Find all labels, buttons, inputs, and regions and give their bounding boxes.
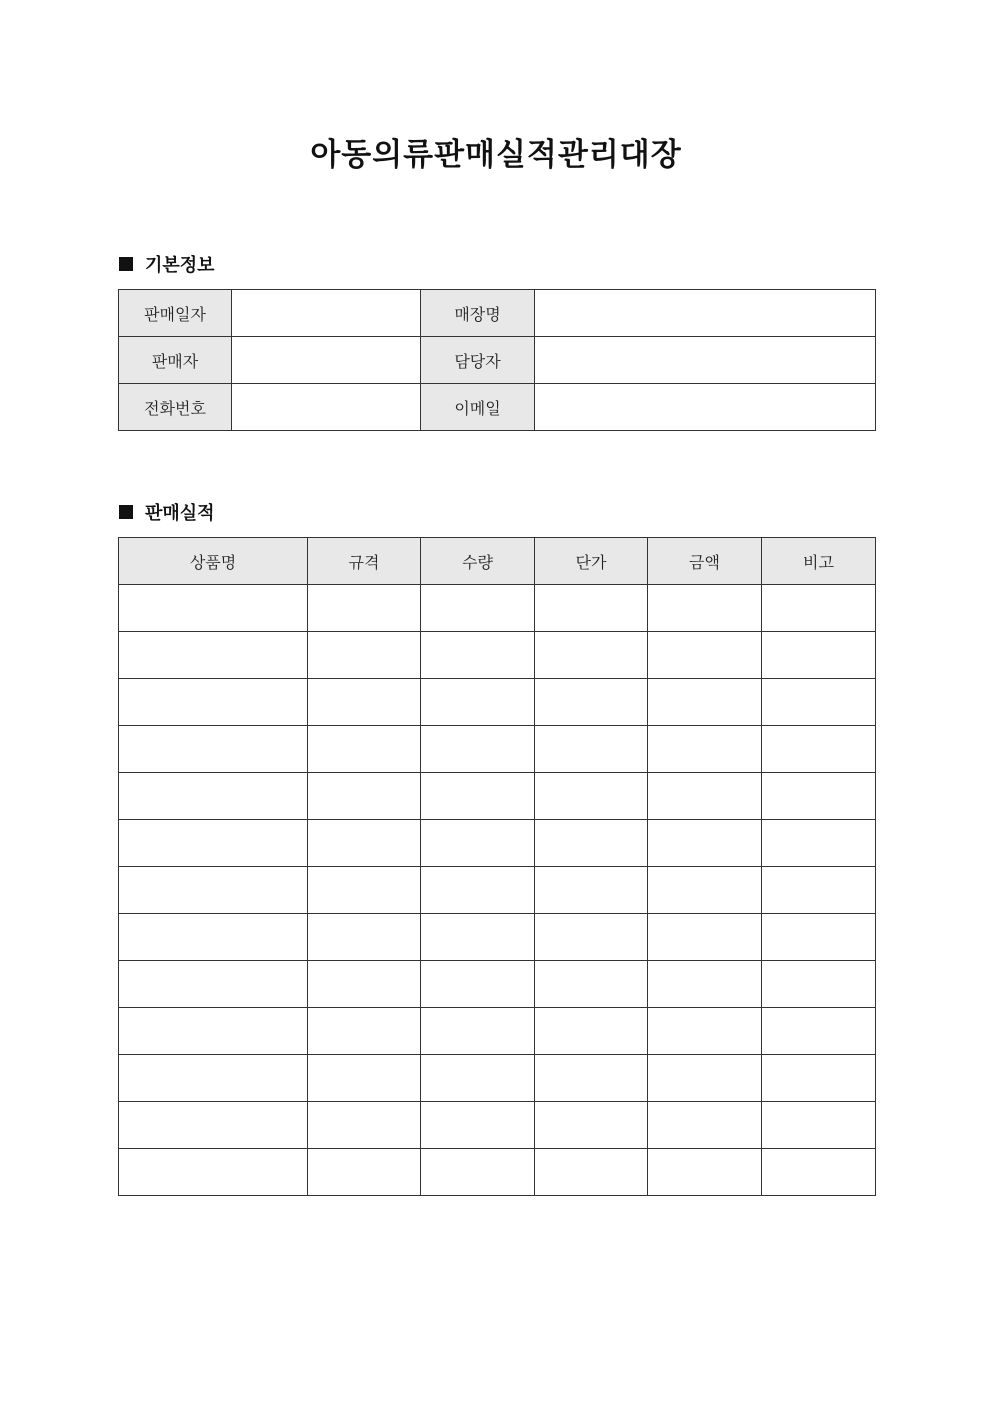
- remarks-cell[interactable]: [762, 867, 876, 914]
- manager-field[interactable]: [535, 337, 876, 384]
- amount-cell[interactable]: [648, 914, 762, 961]
- unit-price-cell[interactable]: [535, 1102, 648, 1149]
- table-row: [119, 961, 876, 1008]
- phone-field[interactable]: [232, 384, 421, 431]
- amount-cell[interactable]: [648, 773, 762, 820]
- quantity-cell[interactable]: [421, 1008, 535, 1055]
- amount-cell[interactable]: [648, 632, 762, 679]
- unit-price-cell[interactable]: [535, 914, 648, 961]
- remarks-cell[interactable]: [762, 632, 876, 679]
- spec-cell[interactable]: [308, 632, 421, 679]
- remarks-cell[interactable]: [762, 679, 876, 726]
- amount-cell[interactable]: [648, 1008, 762, 1055]
- unit-price-cell[interactable]: [535, 632, 648, 679]
- unit-price-cell[interactable]: [535, 1149, 648, 1196]
- quantity-cell[interactable]: [421, 820, 535, 867]
- label-store-name: 매장명: [421, 290, 535, 337]
- unit-price-cell[interactable]: [535, 820, 648, 867]
- quantity-cell[interactable]: [421, 867, 535, 914]
- store-name-field[interactable]: [535, 290, 876, 337]
- table-row: [119, 914, 876, 961]
- remarks-cell[interactable]: [762, 914, 876, 961]
- quantity-cell[interactable]: [421, 773, 535, 820]
- product-name-cell[interactable]: [119, 585, 308, 632]
- product-name-cell[interactable]: [119, 820, 308, 867]
- spec-cell[interactable]: [308, 726, 421, 773]
- section-heading-label: 판매실적: [145, 503, 215, 524]
- unit-price-cell[interactable]: [535, 726, 648, 773]
- unit-price-cell[interactable]: [535, 585, 648, 632]
- table-row: [119, 773, 876, 820]
- product-name-cell[interactable]: [119, 632, 308, 679]
- amount-cell[interactable]: [648, 1149, 762, 1196]
- email-field[interactable]: [535, 384, 876, 431]
- table-row: [119, 726, 876, 773]
- unit-price-cell[interactable]: [535, 679, 648, 726]
- remarks-cell[interactable]: [762, 726, 876, 773]
- amount-cell[interactable]: [648, 867, 762, 914]
- column-header-quantity: 수량: [421, 538, 535, 585]
- table-row: [119, 1055, 876, 1102]
- quantity-cell[interactable]: [421, 1055, 535, 1102]
- quantity-cell[interactable]: [421, 679, 535, 726]
- table-header-row: [119, 538, 876, 585]
- remarks-cell[interactable]: [762, 1102, 876, 1149]
- product-name-cell[interactable]: [119, 1149, 308, 1196]
- amount-cell[interactable]: [648, 585, 762, 632]
- column-header-remarks: 비고: [762, 538, 876, 585]
- sale-date-field[interactable]: [232, 290, 421, 337]
- product-name-cell[interactable]: [119, 773, 308, 820]
- section-heading-sales: [119, 500, 215, 524]
- spec-cell[interactable]: [308, 679, 421, 726]
- unit-price-cell[interactable]: [535, 773, 648, 820]
- spec-cell[interactable]: [308, 820, 421, 867]
- quantity-cell[interactable]: [421, 961, 535, 1008]
- product-name-cell[interactable]: [119, 1008, 308, 1055]
- quantity-cell[interactable]: [421, 1102, 535, 1149]
- remarks-cell[interactable]: [762, 773, 876, 820]
- remarks-cell[interactable]: [762, 585, 876, 632]
- amount-cell[interactable]: [648, 1102, 762, 1149]
- spec-cell[interactable]: [308, 961, 421, 1008]
- unit-price-cell[interactable]: [535, 961, 648, 1008]
- product-name-cell[interactable]: [119, 867, 308, 914]
- quantity-cell[interactable]: [421, 914, 535, 961]
- page-title: 아동의류판매실적관리대장: [310, 137, 682, 173]
- amount-cell[interactable]: [648, 726, 762, 773]
- sales-table-body: [119, 585, 876, 1196]
- amount-cell[interactable]: [648, 679, 762, 726]
- remarks-cell[interactable]: [762, 961, 876, 1008]
- remarks-cell[interactable]: [762, 1149, 876, 1196]
- column-header-amount: 금액: [648, 538, 762, 585]
- label-email: 이메일: [421, 384, 535, 431]
- table-row: [119, 1008, 876, 1055]
- table-row: [119, 679, 876, 726]
- spec-cell[interactable]: [308, 1055, 421, 1102]
- table-row: [119, 290, 876, 337]
- table-row: [119, 337, 876, 384]
- spec-cell[interactable]: [308, 1008, 421, 1055]
- product-name-cell[interactable]: [119, 961, 308, 1008]
- quantity-cell[interactable]: [421, 585, 535, 632]
- table-row: [119, 632, 876, 679]
- quantity-cell[interactable]: [421, 726, 535, 773]
- remarks-cell[interactable]: [762, 820, 876, 867]
- column-header-unit-price: 단가: [535, 538, 648, 585]
- remarks-cell[interactable]: [762, 1008, 876, 1055]
- product-name-cell[interactable]: [119, 679, 308, 726]
- unit-price-cell[interactable]: [535, 1055, 648, 1102]
- basic-info-table: [118, 289, 876, 431]
- amount-cell[interactable]: [648, 1055, 762, 1102]
- spec-cell[interactable]: [308, 914, 421, 961]
- product-name-cell[interactable]: [119, 726, 308, 773]
- unit-price-cell[interactable]: [535, 867, 648, 914]
- product-name-cell[interactable]: [119, 1102, 308, 1149]
- amount-cell[interactable]: [648, 820, 762, 867]
- sales-table: [118, 537, 876, 1196]
- table-row: [119, 820, 876, 867]
- spec-cell[interactable]: [308, 1149, 421, 1196]
- column-header-spec: 규격: [308, 538, 421, 585]
- spec-cell[interactable]: [308, 867, 421, 914]
- label-phone: 전화번호: [119, 384, 232, 431]
- spec-cell[interactable]: [308, 773, 421, 820]
- table-row: [119, 585, 876, 632]
- spec-cell[interactable]: [308, 1102, 421, 1149]
- black-square-icon: [119, 257, 133, 271]
- label-manager: 담당자: [421, 337, 535, 384]
- remarks-cell[interactable]: [762, 1055, 876, 1102]
- section-heading-basic-info: [119, 252, 215, 276]
- black-square-icon: [119, 505, 133, 519]
- spec-cell[interactable]: [308, 585, 421, 632]
- column-header-product-name: 상품명: [119, 538, 308, 585]
- table-row: [119, 1102, 876, 1149]
- amount-cell[interactable]: [648, 961, 762, 1008]
- table-row: [119, 1149, 876, 1196]
- table-row: [119, 867, 876, 914]
- unit-price-cell[interactable]: [535, 1008, 648, 1055]
- quantity-cell[interactable]: [421, 1149, 535, 1196]
- product-name-cell[interactable]: [119, 1055, 308, 1102]
- label-sale-date: 판매일자: [119, 290, 232, 337]
- table-row: [119, 384, 876, 431]
- quantity-cell[interactable]: [421, 632, 535, 679]
- section-heading-label: 기본정보: [145, 255, 215, 276]
- label-seller: 판매자: [119, 337, 232, 384]
- seller-field[interactable]: [232, 337, 421, 384]
- product-name-cell[interactable]: [119, 914, 308, 961]
